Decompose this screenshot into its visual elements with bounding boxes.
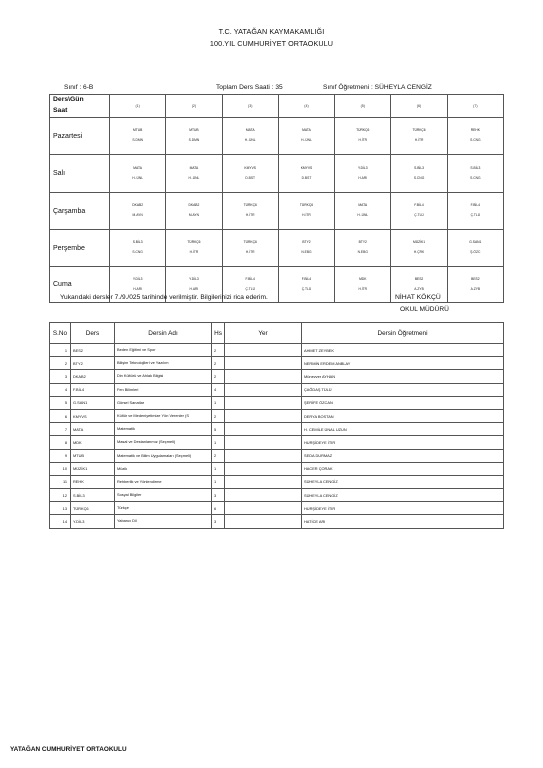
lesson-teacher: S.CNG [132,250,143,254]
lesson-code: MATA [302,128,311,133]
lesson-teacher: H..ÜNL [244,138,256,142]
course-header-row [50,323,504,344]
col-header-hours: Hs [212,323,225,344]
lesson-teacher: S.CNG [470,138,481,142]
course-teacher: SEDA DURMAZ [302,449,504,462]
lesson-teacher: H.ARI [133,286,143,291]
course-name: Görsel Sanatlar [115,396,212,409]
lesson-code: S.BİL3 [414,165,424,170]
course-code: G.SAN1 [71,396,115,409]
lesson-cell [447,118,503,155]
course-code: Y.DİL3 [71,515,115,528]
course-code: S.BİL3 [71,489,115,502]
course-teacher: HACER ÇORAK [302,462,504,475]
course-teacher: Münevver AYHAN [302,370,504,383]
class-label: Sınıf : 6-B [64,84,94,91]
course-hours: 6 [212,502,225,515]
schedule-corner-cell [50,95,110,118]
day-name: Salı [50,155,110,193]
lesson-teacher: D.BST [245,175,256,180]
lesson-cell [110,155,166,193]
lesson-cell [335,118,391,155]
lesson-cell [335,267,391,303]
course-place [225,396,302,409]
lesson-teacher: H.İTR [189,250,199,254]
course-name: Bilişim Teknolojileri ve Yazılım [115,357,212,370]
notice-text: Yukarıdaki dersler 7./9./025 tarihinde verilmiştir. Bilgilerinizi rica ederim. [60,294,268,301]
lesson-cell [110,118,166,155]
table-row [50,475,504,488]
lesson-teacher: N.EBG [357,250,368,254]
lesson-cell [335,230,391,267]
day-name: Perşembe [50,230,110,267]
course-teacher: NERMİN ERDEM ANBLAY [302,357,504,370]
lesson-code: MTUB [189,128,199,133]
lesson-code: S.BİL3 [470,165,481,170]
lesson-cell [278,155,334,193]
lesson-teacher: S.DMN [132,138,143,142]
lesson-code: MTUB [132,128,143,133]
lesson-code: KMYVS [300,165,313,170]
course-no: 2 [50,357,71,370]
lesson-teacher: M.AYN [132,213,143,217]
lesson-code: Y.DİL3 [357,165,368,170]
lesson-teacher: H..ÜNL [301,138,312,142]
course-name: Beden Eğitimi ve Spor [115,344,212,357]
course-code: TÜRKÇ6 [71,502,115,515]
lesson-teacher: A.ZYB [470,286,481,291]
course-hours: 1 [212,436,225,449]
lesson-code: DKAB2 [132,203,144,208]
lesson-code: F.BİL4 [245,276,255,281]
course-name: Matematik ve Bilim Uygulamaları (Seçmeli) [115,449,212,462]
lesson-cell [391,230,447,267]
course-no: 13 [50,502,71,515]
lesson-teacher: A.ZYB [414,286,424,291]
course-place [225,370,302,383]
course-code: MÜZİK1 [71,462,115,475]
col-header-code: Ders [71,323,115,344]
period-header: (7) [447,95,503,118]
course-place [225,502,302,515]
table-row [50,344,504,357]
table-row [50,502,504,515]
lesson-code: MATA [358,203,368,208]
course-place [225,409,302,422]
lesson-teacher: H..ÜNL [188,175,200,180]
lesson-cell [278,193,334,230]
schedule-row [50,118,504,155]
lesson-code: MDK [359,276,367,281]
lesson-code: MATA [133,165,142,170]
course-hours: 5 [212,423,225,436]
course-place [225,515,302,528]
principal-name: NİHAT KÖKÇÜ [395,294,441,301]
lesson-cell [447,230,503,267]
course-no: 10 [50,462,71,475]
period-header: (3) [222,95,278,118]
course-teacher: ÇAĞDAŞ TÜLÜ [302,383,504,396]
table-row [50,489,504,502]
course-hours: 3 [212,489,225,502]
lesson-teacher: H.İTR [358,138,368,142]
course-no: 4 [50,383,71,396]
lesson-code: F.BİL4 [414,203,424,208]
course-name: Sosyal Bilgiler [115,489,212,502]
course-code: MDK [71,436,115,449]
course-teacher: AHMET ZEYBEK [302,344,504,357]
period-header: (6) [391,95,447,118]
course-code: F.BİL4 [71,383,115,396]
ministry-title: T.C. YATAĞAN KAYMAKAMLIĞI [218,27,325,36]
lesson-cell [166,193,222,230]
course-list-table [49,322,504,529]
lesson-teacher: N.EBG [301,250,312,254]
course-name: Kültür ve Medeniyetimize Yön Verenler (S [115,409,212,422]
lesson-cell [278,118,334,155]
col-header-no: S.No [50,323,71,344]
lesson-code: S.BİL3 [132,240,143,245]
course-no: 3 [50,370,71,383]
day-name: Pazartesi [50,118,110,155]
course-place [225,489,302,502]
lesson-teacher: H.İTR [245,213,255,217]
course-no: 11 [50,475,71,488]
course-place [225,436,302,449]
course-code: KMYVS [71,409,115,422]
table-row [50,370,504,383]
lesson-cell [391,118,447,155]
lesson-cell [391,155,447,193]
lesson-cell [447,193,503,230]
lesson-cell [110,230,166,267]
lesson-teacher: H.ÇRK [413,250,425,254]
lesson-cell [278,230,334,267]
course-no: 9 [50,449,71,462]
table-row [50,462,504,475]
course-hours: 2 [212,370,225,383]
course-teacher: ŞERİFE ÖZCAN [302,396,504,409]
lesson-code: KMYVS [244,165,256,170]
table-row [50,515,504,528]
lesson-teacher: S.CNG [413,175,425,180]
lesson-teacher: H..ÜNL [132,175,144,180]
course-name: Müzik [115,462,212,475]
schedule-header-row [50,95,504,118]
lesson-cell [447,155,503,193]
lesson-teacher: Ç.TLÜ [245,286,255,291]
lesson-teacher: S.CNG [470,175,481,180]
lesson-teacher: D.BST [301,175,312,180]
lesson-code: TÜRKÇ6 [243,203,257,208]
lesson-teacher: M.AYN [188,213,200,217]
lesson-teacher: Ç.TLÜ [301,286,312,291]
course-name: Matematik [115,423,212,436]
course-teacher: SÜHEYLA CENGİZ [302,489,504,502]
period-header: (5) [335,95,391,118]
lesson-code: F.BİL4 [301,276,312,281]
course-hours: 2 [212,449,225,462]
period-header: (1) [110,95,166,118]
course-code: MTUB [71,449,115,462]
course-code: MATA [71,423,115,436]
course-hours: 2 [212,344,225,357]
hour-label: Saat [53,107,68,114]
course-teacher: H. CEMİLE ÜNAL UZUN [302,423,504,436]
weekly-schedule-table [49,94,504,303]
col-header-teacher: Dersin Öğretmeni [302,323,504,344]
lesson-code: F.BİL4 [470,203,481,208]
course-place [225,462,302,475]
course-teacher: HURŞİDEYE İTIR [302,502,504,515]
lesson-code: MÜZİK1 [413,240,426,245]
course-teacher: HURŞİDEYE İTIR [302,436,504,449]
course-hours: 4 [212,383,225,396]
course-name: Türkçe [115,502,212,515]
course-place [225,423,302,436]
lesson-code: Y.DİL3 [189,276,199,281]
day-name: Çarşamba [50,193,110,230]
course-hours: 1 [212,475,225,488]
course-code: BES2 [71,344,115,357]
lesson-cell [222,155,278,193]
course-teacher: HATİCE ARI [302,515,504,528]
course-code: REHK [71,475,115,488]
schedule-row [50,230,504,267]
table-row [50,409,504,422]
lesson-code: Y.DİL3 [132,276,143,281]
course-no: 7 [50,423,71,436]
course-no: 1 [50,344,71,357]
principal-role: OKUL MÜDÜRÜ [400,306,449,313]
course-hours: 2 [212,409,225,422]
course-no: 6 [50,409,71,422]
lesson-code: TÜRKÇ6 [299,203,314,208]
table-row [50,436,504,449]
course-place [225,449,302,462]
course-name: Din Kültürü ve Ahlak Bilgisi [115,370,212,383]
lesson-code: BTY2 [302,240,311,245]
period-header: (2) [166,95,222,118]
schedule-row [50,155,504,193]
course-name: Yabancı Dil [115,515,212,528]
footer-school-name: YATAĞAN CUMHURİYET ORTAOKULU [10,746,127,753]
lesson-cell [335,155,391,193]
course-name: Fen Bilimleri [115,383,212,396]
lesson-cell [166,118,222,155]
table-row [50,357,504,370]
school-title: 100.YIL CUMHURİYET ORTAOKULU [209,39,334,48]
lesson-cell [166,230,222,267]
lesson-teacher: Ş.ÖZC [470,250,481,254]
lesson-teacher: H.İTR [302,213,311,217]
schedule-row [50,193,504,230]
course-place [225,357,302,370]
lesson-teacher: H.İTR [414,138,424,142]
lesson-cell [166,155,222,193]
lesson-code: TÜRKÇ6 [356,128,370,133]
col-header-place: Yer [225,323,302,344]
course-place [225,383,302,396]
lesson-cell [391,193,447,230]
course-hours: 2 [212,357,225,370]
course-no: 5 [50,396,71,409]
course-hours: 1 [212,462,225,475]
lesson-code: G.SAN1 [469,240,482,245]
course-place [225,344,302,357]
lesson-code: BES2 [471,276,480,281]
lesson-code: TÜRKÇ6 [187,240,201,245]
lesson-teacher: Ç.TLÜ [414,213,424,217]
course-teacher: SÜHEYLA CENGİZ [302,475,504,488]
table-row [50,449,504,462]
lesson-code: BTY2 [358,240,367,245]
course-name: Masal ve Destanlarımız (Seçmeli) [115,436,212,449]
course-teacher: DERYA BOSTAN [302,409,504,422]
course-no: 12 [50,489,71,502]
course-name: Rehberlik ve Yönlendirme [115,475,212,488]
course-place [225,475,302,488]
lesson-code: MATA [245,128,255,133]
course-code: BTY2 [71,357,115,370]
lesson-teacher: H.ARI [358,175,368,180]
lesson-cell [222,193,278,230]
lesson-teacher: S.DMN [188,138,200,142]
lesson-cell [278,267,334,303]
lesson-cell [222,230,278,267]
course-no: 8 [50,436,71,449]
course-hours: 3 [212,515,225,528]
lesson-code: REHK [470,128,480,133]
lesson-teacher: H..ÜNL [357,213,369,217]
total-hours-label: Toplam Ders Saati : 35 [216,84,283,91]
lesson-cell [222,118,278,155]
lesson-code: BES2 [414,276,424,281]
period-header: (4) [278,95,334,118]
table-row [50,383,504,396]
table-row [50,423,504,436]
col-header-name: Dersin Adı [115,323,212,344]
lesson-cell [335,193,391,230]
course-no: 14 [50,515,71,528]
lesson-cell [447,267,503,303]
table-row [50,396,504,409]
lesson-code: DKAB2 [188,203,200,208]
course-hours: 1 [212,396,225,409]
lesson-teacher: Ç.TLÜ [470,213,481,217]
class-teacher-label: Sınıf Öğretmeni : SÜHEYLA CENGİZ [323,84,432,91]
course-code: DKAB2 [71,370,115,383]
day-hour-label: Ders\Gün [53,96,84,103]
lesson-code: TÜRKÇ6 [243,240,257,245]
lesson-teacher: H.ARI [189,286,199,291]
lesson-cell [110,193,166,230]
lesson-teacher: H.İTR [245,250,255,254]
lesson-code: MATA [189,165,199,170]
day-name: Cuma [50,267,110,303]
lesson-teacher: H.İTR [358,286,368,291]
lesson-code: TÜRKÇ6 [412,128,426,133]
